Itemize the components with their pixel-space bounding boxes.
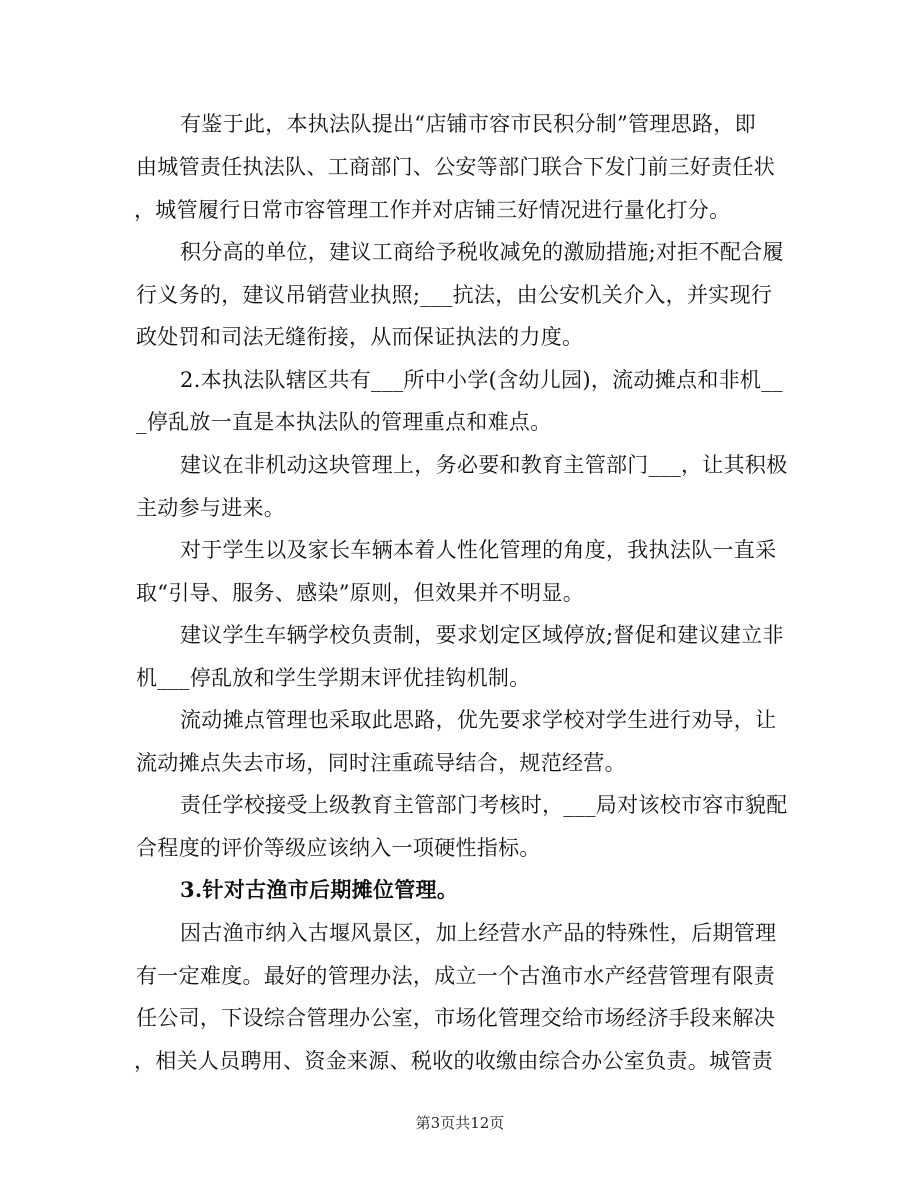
text-line-content: 流动摊点管理也采取此思路，优先要求学校对学生进行劝导，让: [180, 708, 777, 732]
text-line: [0, 317, 920, 357]
text-line: [0, 360, 920, 400]
text-line-content: 合程度的评价等级应该纳入一项硬性指标。: [136, 836, 541, 860]
text-line: [0, 828, 920, 868]
text-line-content: 由城管责任执法队、工商部门、公安等部门联合下发门前三好责任状: [136, 155, 775, 179]
text-line: [0, 190, 920, 230]
text-line: [0, 402, 920, 442]
text-line: [0, 445, 920, 485]
text-line: [0, 956, 920, 996]
text-line-content: 有鉴于此，本执法队提出“店铺市容市民积分制”管理思路，即: [180, 112, 756, 136]
text-line-content: 建议在非机动这块管理上，务必要和教育主管部门___，让其积极: [180, 453, 788, 477]
text-line-content: 对于学生以及家长车辆本着人性化管理的角度，我执法队一直采: [180, 538, 777, 562]
text-line-content: 任公司，下设综合管理办公室，市场化管理交给市场经济手段来解决: [136, 1006, 775, 1030]
text-line: [0, 232, 920, 272]
text-line-content: 政处罚和司法无缝衔接，从而保证执法的力度。: [136, 325, 584, 349]
text-line: [0, 573, 920, 613]
text-line: [0, 743, 920, 783]
text-line-content: 行义务的，建议吊销营业执照;___抗法，由公安机关介入，并实现行: [136, 283, 773, 307]
text-line-content: 建议学生车辆学校负责制，要求划定区域停放;督促和建议建立非: [180, 623, 784, 647]
text-line: [0, 615, 920, 655]
text-line: [0, 700, 920, 740]
text-line: [0, 870, 920, 910]
text-line-content: 因古渔市纳入古堰风景区，加上经营水产品的特殊性，后期管理: [180, 921, 777, 945]
text-line-content: ，相关人员聘用、资金来源、税收的收缴由综合办公室负责。城管责: [134, 1049, 773, 1073]
text-line: [0, 658, 920, 698]
text-line: [0, 530, 920, 570]
text-line: [0, 488, 920, 528]
text-line-content: 主动参与进来。: [136, 496, 286, 520]
text-line: [0, 785, 920, 825]
text-line-content: 3.针对古渔市后期摊位管理。: [180, 877, 459, 902]
text-line-content: 2.本执法队辖区共有___所中小学(含幼儿园)，流动摊点和非机__: [180, 368, 783, 392]
text-line-content: 责任学校接受上级教育主管部门考核时，___局对该校市容市貌配: [180, 793, 788, 817]
text-line-content: 取“引导、服务、感染”原则，但效果并不明显。: [136, 581, 585, 605]
text-line: [0, 147, 920, 187]
text-line: [0, 998, 920, 1038]
page-footer: 第3页共12页: [415, 1114, 505, 1132]
text-line: [0, 1041, 920, 1081]
text-line-content: 有一定难度。最好的管理办法，成立一个古渔市水产经营管理有限责: [136, 964, 775, 988]
text-line: [0, 275, 920, 315]
text-line-content: 机___停乱放和学生学期末评优挂钩机制。: [136, 666, 531, 690]
text-line-content: 积分高的单位，建议工商给予税收减免的激励措施;对拒不配合履: [180, 240, 784, 264]
text-line-content: _停乱放一直是本执法队的管理重点和难点。: [136, 410, 552, 434]
text-line: [0, 104, 920, 144]
text-line-content: 流动摊点失去市场，同时注重疏导结合，规范经营。: [136, 751, 626, 775]
text-line: [0, 913, 920, 953]
text-line-content: ，城管履行日常市容管理工作并对店铺三好情况进行量化打分。: [134, 198, 731, 222]
